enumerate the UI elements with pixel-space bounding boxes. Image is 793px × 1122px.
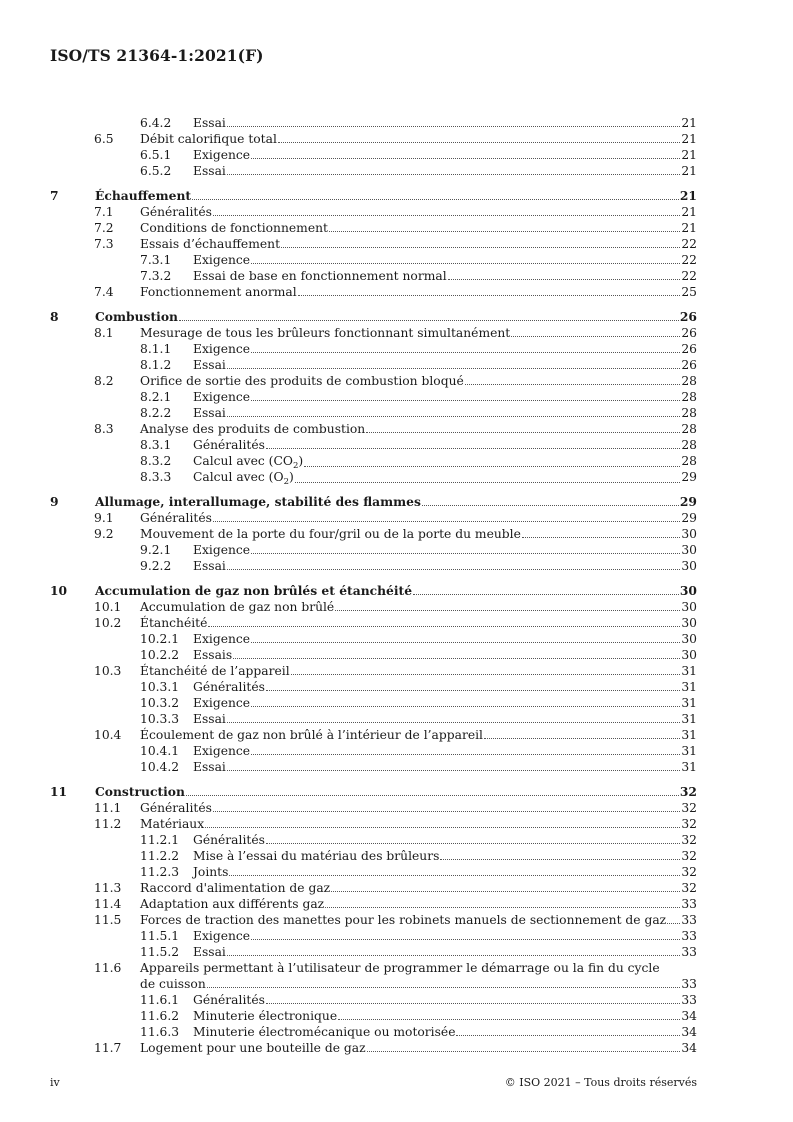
toc-entry-number: 10.2 [94, 616, 122, 630]
toc-entry-page: 25 [681, 285, 697, 299]
toc-entry-number: 8.2.1 [140, 390, 172, 404]
toc-entry[interactable] [50, 131, 697, 147]
toc-entry-title: Essai [193, 945, 226, 959]
dot-leader [422, 494, 679, 506]
toc-entry-page: 21 [681, 221, 697, 235]
toc-entry-title: Allumage, interallumage, stabilité des flammes [95, 494, 421, 509]
toc-entry-title: Exigence [193, 148, 251, 162]
toc-entry[interactable] [50, 896, 697, 912]
dot-leader [251, 389, 680, 401]
toc-entry-number: 6.5 [94, 132, 114, 146]
toc-entry-number: 7.3 [94, 237, 114, 251]
toc-entry[interactable] [50, 469, 697, 485]
dot-leader [233, 647, 680, 659]
toc-entry-page: 28 [681, 374, 697, 388]
toc-entry-page: 32 [681, 849, 697, 863]
toc-entry-page: 34 [681, 1009, 697, 1023]
toc-entry-number: 11 [50, 784, 68, 799]
toc-entry-title: Exigence [193, 253, 251, 267]
toc-entry-number: 10.3.2 [140, 696, 180, 710]
toc-entry-title-text: Calcul avec (O [193, 470, 284, 484]
dot-leader [251, 928, 680, 940]
dot-leader [413, 583, 679, 595]
toc-entry-number: 7.3.1 [140, 253, 172, 267]
toc-entry-title: Échauffement [95, 188, 192, 203]
toc-entry-number: 8.2.2 [140, 406, 172, 420]
toc-entry[interactable] [50, 743, 697, 759]
dot-leader [251, 695, 680, 707]
toc-entry-number: 9.2.2 [140, 559, 172, 573]
toc-entry[interactable] [50, 309, 697, 325]
toc-entry[interactable] [50, 759, 697, 775]
toc-entry-page: 30 [681, 543, 697, 557]
dot-leader [227, 405, 680, 417]
toc-entry-number: 11.5 [94, 913, 122, 927]
toc-entry-page: 30 [681, 632, 697, 646]
toc-entry-page: 22 [681, 253, 697, 267]
toc-entry-page: 29 [681, 470, 697, 484]
subscript: 2 [283, 477, 289, 487]
dot-leader [205, 816, 680, 828]
toc-entry-title: Essai [193, 559, 226, 573]
toc-entry-page: 31 [681, 744, 697, 758]
toc-entry-page: 34 [681, 1041, 697, 1055]
toc-entry-number: 8.3.3 [140, 470, 172, 484]
toc-entry-page: 31 [681, 728, 697, 742]
toc-entry[interactable] [50, 558, 697, 574]
toc-entry-number: 11.2.3 [140, 865, 180, 879]
toc-entry-number: 10.2.1 [140, 632, 180, 646]
toc-entry-page: 32 [681, 865, 697, 879]
toc-entry-number: 10.1 [94, 600, 122, 614]
dot-leader [186, 784, 679, 796]
toc-entry-page: 30 [681, 559, 697, 573]
toc-entry-page: 21 [681, 164, 697, 178]
toc-entry-page: 21 [681, 205, 697, 219]
dot-leader [227, 163, 680, 175]
dot-leader [281, 236, 680, 248]
toc-entry-page: 21 [679, 188, 697, 203]
toc-entry-number: 11.6 [94, 961, 122, 975]
dot-leader [440, 848, 680, 860]
toc-entry[interactable] [50, 453, 697, 469]
dot-leader [266, 437, 680, 449]
toc-entry-number: 11.4 [94, 897, 122, 911]
toc-entry-number: 11.2.1 [140, 833, 180, 847]
toc-entry-page: 28 [681, 406, 697, 420]
toc-entry-title: Construction [95, 784, 185, 799]
toc-entry-number: 8.1.1 [140, 342, 172, 356]
toc-entry[interactable] [50, 1024, 697, 1040]
toc-entry-title: Exigence [193, 929, 251, 943]
toc-entry-number: 8.3.2 [140, 454, 172, 468]
dot-leader [213, 204, 680, 216]
toc-entry[interactable] [50, 912, 697, 928]
dot-leader [329, 220, 680, 232]
toc-entry-title: Exigence [193, 632, 251, 646]
toc-entry-page: 32 [681, 801, 697, 815]
toc-entry-number: 10.3.1 [140, 680, 180, 694]
toc-entry[interactable] [50, 928, 697, 944]
toc-entry-number: 11.3 [94, 881, 122, 895]
dot-leader [227, 711, 680, 723]
copyright-notice: © ISO 2021 – Tous droits réservés [504, 1076, 697, 1089]
dot-leader [366, 421, 680, 433]
toc-entry-number: 11.2 [94, 817, 122, 831]
toc-entry-number: 10.4.1 [140, 744, 180, 758]
dot-leader [213, 510, 680, 522]
toc-entry-title: Étanchéité [140, 616, 208, 630]
toc-entry[interactable] [50, 631, 697, 647]
toc-entry-page: 28 [681, 422, 697, 436]
toc-entry-number: 11.5.1 [140, 929, 180, 943]
toc-entry-title: Essais d’échauffement [140, 237, 281, 251]
toc-entry-number: 10.3 [94, 664, 122, 678]
toc-entry-number: 6.4.2 [140, 116, 172, 130]
dot-leader [511, 325, 680, 337]
toc-entry[interactable] [50, 663, 697, 679]
dot-leader [213, 800, 680, 812]
toc-entry-number: 8 [50, 309, 59, 324]
toc-entry-title: de cuisson [140, 977, 206, 991]
toc-entry-title: Généralités [193, 680, 265, 694]
toc-entry-title: Mesurage de tous les brûleurs fonctionnant simultanément [140, 326, 511, 340]
toc-entry-number: 9.2 [94, 527, 114, 541]
toc-entry[interactable] [50, 647, 697, 663]
toc-entry-page: 33 [681, 897, 697, 911]
toc-entry-page: 31 [681, 712, 697, 726]
toc-entry[interactable] [50, 389, 697, 405]
toc-entry-page: 31 [681, 680, 697, 694]
toc-entry-page: 33 [681, 913, 697, 927]
toc-entry-number: 11.5.2 [140, 945, 180, 959]
toc-entry[interactable] [50, 816, 697, 832]
toc-entry-title: Accumulation de gaz non brûlés et étanchéité [95, 583, 413, 598]
toc-entry-page: 28 [681, 438, 697, 452]
dot-leader [278, 131, 680, 143]
dot-leader [522, 526, 680, 538]
toc-entry-number: 8.3 [94, 422, 114, 436]
toc-entry[interactable] [50, 341, 697, 357]
toc-entry[interactable] [50, 220, 697, 236]
toc-entry-page: 30 [681, 616, 697, 630]
toc-entry[interactable] [50, 421, 697, 437]
toc-entry-title: Généralités [193, 833, 265, 847]
toc-entry-page: 28 [681, 390, 697, 404]
toc-entry[interactable] [50, 115, 697, 131]
toc-entry-title-tail: ) [288, 470, 294, 484]
toc-entry-title: Étanchéité de l’appareil [140, 664, 290, 678]
dot-leader [227, 558, 680, 570]
dot-leader [208, 615, 680, 627]
toc-entry-number: 9.1 [94, 511, 114, 525]
toc-entry[interactable] [50, 599, 697, 615]
dot-leader [266, 832, 680, 844]
toc-entry-title: Orifice de sortie des produits de combustion bloqué [140, 374, 464, 388]
dot-leader [667, 912, 680, 924]
toc-entry[interactable] [50, 147, 697, 163]
dot-leader [207, 976, 681, 988]
toc-entry-page: 21 [681, 148, 697, 162]
toc-entry-page: 29 [679, 494, 697, 509]
toc-entry[interactable] [50, 800, 697, 816]
toc-entry-number: 7.1 [94, 205, 114, 219]
toc-entry-title: Exigence [193, 744, 251, 758]
toc-entry-page: 33 [681, 929, 697, 943]
toc-entry-number: 7.4 [94, 285, 114, 299]
dot-leader [251, 631, 680, 643]
toc-entry-page: 28 [681, 454, 697, 468]
toc-entry-title: Matériaux [140, 817, 205, 831]
toc-entry[interactable] [50, 284, 697, 300]
toc-entry-page: 34 [681, 1025, 697, 1039]
toc-entry[interactable] [50, 1040, 697, 1056]
toc-entry-number: 10.4.2 [140, 760, 180, 774]
dot-leader [192, 188, 679, 200]
toc-entry[interactable] [50, 252, 697, 268]
toc-entry-title: Généralités [193, 993, 265, 1007]
dot-leader [456, 1024, 680, 1036]
page-number: iv [50, 1076, 60, 1089]
toc-entry[interactable] [50, 880, 697, 896]
toc-entry-number: 11.6.3 [140, 1025, 180, 1039]
dot-leader [338, 1008, 680, 1020]
toc-entry-page: 31 [681, 760, 697, 774]
dot-leader [227, 944, 680, 956]
toc-entry-title: Généralités [140, 205, 212, 219]
toc-entry-number: 7.3.2 [140, 269, 172, 283]
toc-entry[interactable] [50, 583, 697, 599]
dot-leader [229, 864, 680, 876]
toc-entry-title: Exigence [193, 342, 251, 356]
toc-entry-number: 10.2.2 [140, 648, 180, 662]
toc-entry[interactable] [50, 204, 697, 220]
toc-entry-page: 26 [681, 342, 697, 356]
toc-entry[interactable] [50, 510, 697, 526]
toc-entry-number: 8.3.1 [140, 438, 172, 452]
toc-entry-number: 11.6.1 [140, 993, 180, 1007]
dot-leader [251, 252, 680, 264]
dot-leader [266, 679, 680, 691]
toc-entry[interactable] [50, 944, 697, 960]
toc-entry-title: Essai [193, 760, 226, 774]
toc-entry-page: 22 [681, 237, 697, 251]
dot-leader [465, 373, 681, 385]
toc-entry-number: 8.2 [94, 374, 114, 388]
dot-leader [331, 880, 680, 892]
toc-entry[interactable] [50, 357, 697, 373]
dot-leader [179, 309, 679, 321]
toc-entry-page: 33 [681, 945, 697, 959]
toc-entry[interactable] [50, 695, 697, 711]
toc-entry-number: 7 [50, 188, 59, 203]
dot-leader [298, 284, 681, 296]
toc-entry-number: 6.5.2 [140, 164, 172, 178]
toc-entry-page: 30 [681, 648, 697, 662]
toc-entry-title: Généralités [140, 801, 212, 815]
toc-entry-title: Combustion [95, 309, 178, 324]
toc-entry-title: Exigence [193, 696, 251, 710]
dot-leader [227, 357, 680, 369]
toc-entry-title: Logement pour une bouteille de gaz [140, 1041, 366, 1055]
toc-entry-title: Raccord d'alimentation de gaz [140, 881, 331, 895]
toc-entry[interactable] [50, 494, 697, 510]
toc-entry-page: 29 [681, 511, 697, 525]
toc-entry-page: 30 [679, 583, 697, 598]
dot-leader [325, 896, 680, 908]
document-header: ISO/TS 21364-1:2021(F) [50, 46, 264, 65]
toc-entry[interactable] [50, 405, 697, 421]
dot-leader [304, 453, 680, 467]
toc-entry-number: 10.4 [94, 728, 122, 742]
toc-entry-title: Essai [193, 406, 226, 420]
dot-leader [484, 727, 680, 739]
toc-entry-page: 30 [681, 527, 697, 541]
toc-entry-number: 11.7 [94, 1041, 122, 1055]
toc-entry-number: 9.2.1 [140, 543, 172, 557]
toc-entry-title-tail: ) [298, 454, 304, 468]
dot-leader [335, 599, 680, 611]
toc-entry-number: 11.1 [94, 801, 122, 815]
toc-entry[interactable] [50, 615, 697, 631]
table-of-contents [50, 115, 697, 1056]
toc-entry-title: Accumulation de gaz non brûlé [140, 600, 335, 614]
dot-leader [266, 992, 680, 1004]
dot-leader [367, 1040, 681, 1052]
toc-entry-title: Conditions de fonctionnement [140, 221, 328, 235]
toc-entry[interactable] [50, 992, 697, 1008]
toc-entry[interactable] [50, 325, 697, 341]
toc-entry-page: 32 [681, 833, 697, 847]
toc-entry-title: Essai [193, 358, 226, 372]
toc-entry-title [193, 469, 294, 487]
dot-leader [291, 663, 681, 675]
toc-entry-page: 32 [681, 817, 697, 831]
dot-leader [251, 542, 680, 554]
toc-entry[interactable] [50, 960, 697, 992]
toc-entry-title: Forces de traction des manettes pour les robinets manuels de sectionnement de gaz [140, 913, 667, 927]
toc-entry-number: 11.6.2 [140, 1009, 180, 1023]
toc-entry[interactable] [50, 864, 697, 880]
toc-entry-page: 22 [681, 269, 697, 283]
toc-entry-page: 32 [681, 881, 697, 895]
toc-entry-page: 33 [681, 977, 697, 991]
toc-entry-title: Écoulement de gaz non brûlé à l’intérieur de l’appareil [140, 728, 483, 742]
toc-entry-page: 31 [681, 664, 697, 678]
dot-leader [227, 115, 680, 127]
toc-entry-page: 21 [681, 132, 697, 146]
toc-entry-page: 26 [681, 358, 697, 372]
toc-entry[interactable] [50, 848, 697, 864]
toc-entry-title: Essai de base en fonctionnement normal [193, 269, 447, 283]
toc-entry-number: 6.5.1 [140, 148, 172, 162]
toc-entry-title: Mouvement de la porte du four/gril ou de la porte du meuble [140, 527, 521, 541]
dot-leader [251, 341, 680, 353]
toc-entry-page: 33 [681, 993, 697, 1007]
toc-entry-page: 26 [681, 326, 697, 340]
toc-entry-title: Exigence [193, 390, 251, 404]
toc-entry[interactable] [50, 188, 697, 204]
toc-entry[interactable] [50, 526, 697, 542]
toc-entry[interactable] [50, 236, 697, 252]
toc-entry-title: Exigence [193, 543, 251, 557]
toc-entry[interactable] [50, 542, 697, 558]
toc-entry[interactable] [50, 679, 697, 695]
toc-entry-title: Essais [193, 648, 233, 662]
dot-leader [251, 147, 680, 159]
toc-entry[interactable] [50, 437, 697, 453]
toc-entry-number: 10.3.3 [140, 712, 180, 726]
toc-entry-title: Essai [193, 116, 226, 130]
dot-leader [295, 469, 681, 483]
toc-entry[interactable] [50, 832, 697, 848]
toc-entry-title: Joints [193, 865, 229, 879]
dot-leader [227, 759, 680, 771]
toc-entry-title: Fonctionnement anormal [140, 285, 297, 299]
toc-entry[interactable] [50, 268, 697, 284]
toc-entry-title: Débit calorifique total [140, 132, 277, 146]
toc-entry-title: Analyse des produits de combustion [140, 422, 366, 436]
toc-entry-title-text: Calcul avec (CO [193, 454, 293, 468]
toc-entry-title: Essai [193, 712, 226, 726]
toc-entry-title: Minuterie électromécanique ou motorisée [193, 1025, 456, 1039]
toc-entry-number: 10 [50, 583, 68, 598]
toc-entry-number: 9 [50, 494, 59, 509]
toc-entry-title: Mise à l’essai du matériau des brûleurs [193, 849, 440, 863]
subscript: 2 [292, 461, 299, 471]
toc-entry[interactable] [50, 784, 697, 800]
toc-entry-title: Appareils permettant à l’utilisateur de programmer le démarrage ou la fin du cycle [140, 961, 660, 975]
toc-entry-number: 8.1 [94, 326, 114, 340]
toc-entry-number: 7.2 [94, 221, 114, 235]
toc-entry-number: 8.1.2 [140, 358, 172, 372]
toc-entry-page: 32 [679, 784, 697, 799]
toc-entry[interactable] [50, 163, 697, 179]
toc-entry[interactable] [50, 727, 697, 743]
toc-entry[interactable] [50, 373, 697, 389]
toc-entry-page: 30 [681, 600, 697, 614]
toc-entry-page: 26 [679, 309, 697, 324]
toc-entry-title: Généralités [193, 438, 265, 452]
toc-entry-page: 31 [681, 696, 697, 710]
dot-leader [251, 743, 680, 755]
toc-entry[interactable] [50, 711, 697, 727]
toc-entry-title: Minuterie électronique [193, 1009, 338, 1023]
toc-entry-title: Essai [193, 164, 226, 178]
toc-entry-page: 21 [681, 116, 697, 130]
toc-entry[interactable] [50, 1008, 697, 1024]
toc-entry-number: 11.2.2 [140, 849, 180, 863]
toc-entry-title: Généralités [140, 511, 212, 525]
toc-entry-title: Adaptation aux différents gaz [140, 897, 325, 911]
dot-leader [448, 268, 681, 280]
